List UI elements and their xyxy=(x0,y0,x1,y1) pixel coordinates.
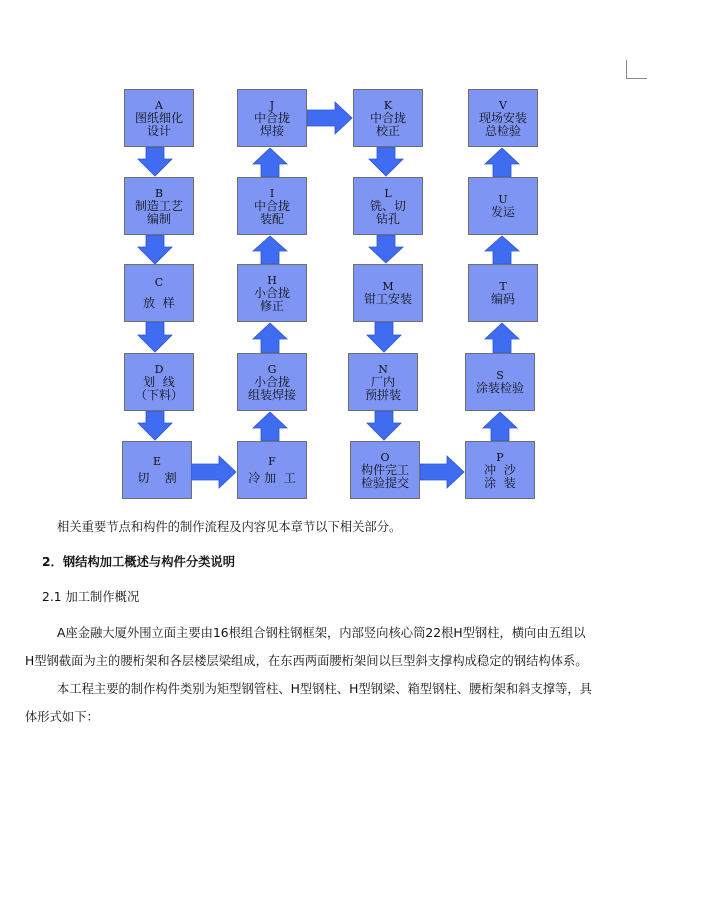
arrow-up-icon xyxy=(484,235,520,264)
node-code: U xyxy=(498,193,508,206)
node-code: E xyxy=(152,455,162,468)
intro-paragraph: 相关重要节点和构件的制作流程及内容见本章节以下相关部分。 xyxy=(57,520,402,534)
arrow-right-icon xyxy=(420,455,465,489)
node-label: 小合拢 组装焊接 xyxy=(247,374,296,402)
node-label: 冲 沙 涂 装 xyxy=(484,462,516,490)
node-j xyxy=(237,89,307,147)
node-label: 现场安装 总检验 xyxy=(478,110,527,138)
node-label: 发运 xyxy=(490,205,515,219)
section-heading: 2．钢结构加工概述与构件分类说明 xyxy=(42,555,236,569)
arrow-up-icon xyxy=(252,235,288,264)
node-label: 制造工艺 编制 xyxy=(134,198,183,226)
paragraph-2-line-1: 本工程主要的制作构件类别为矩型钢管柱、H型钢柱、H型钢梁、箱型钢柱、腰桁架和斜支撑等，具 xyxy=(57,682,592,696)
node-label: 中合拢 装配 xyxy=(253,198,290,226)
arrow-up-icon xyxy=(252,322,288,353)
arrow-up-icon xyxy=(252,147,288,177)
node-code: F xyxy=(268,455,276,468)
node-code: L xyxy=(384,186,392,200)
paragraph-1-line-1: A座金融大厦外围立面主要由16根组合钢柱钢框架，内部竖向核心筒22根H型钢柱，横向由五组以 xyxy=(57,626,586,640)
node-label: 切 割 xyxy=(137,471,177,485)
arrow-down-icon xyxy=(137,322,173,353)
node-h xyxy=(237,264,307,322)
node-s xyxy=(465,353,535,411)
arrow-up-icon xyxy=(484,322,520,353)
arrow-down-icon xyxy=(368,235,404,264)
node-code: P xyxy=(496,450,504,464)
node-label: 划 线 （下料） xyxy=(134,374,183,402)
node-e xyxy=(122,441,192,499)
node-code: H xyxy=(267,273,277,287)
node-label: 中合拢 焊接 xyxy=(253,110,290,138)
node-i xyxy=(237,177,307,235)
arrow-right-icon xyxy=(191,455,237,489)
node-code: V xyxy=(499,98,507,112)
node-code: I xyxy=(269,186,275,200)
node-c xyxy=(124,264,194,322)
node-label: 冷 加 工 xyxy=(248,471,296,485)
arrow-up-icon xyxy=(484,147,520,177)
node-k xyxy=(353,89,423,147)
arrow-down-icon xyxy=(368,147,404,177)
node-code: M xyxy=(382,280,394,293)
node-label: 构件完工 检验提交 xyxy=(360,462,409,490)
node-a xyxy=(124,89,194,147)
paragraph-2-line-2: 体形式如下： xyxy=(25,710,99,724)
node-l xyxy=(353,177,423,235)
node-label: 涂装检验 xyxy=(475,381,524,395)
node-label: 中合拢 校正 xyxy=(369,110,406,138)
node-code: D xyxy=(154,362,164,376)
arrow-down-icon xyxy=(366,322,402,353)
node-code: O xyxy=(380,450,390,464)
node-label: 小合拢 修正 xyxy=(253,285,290,313)
node-code: J xyxy=(269,98,275,112)
node-label: 钳工安装 xyxy=(363,292,412,306)
node-o xyxy=(350,441,420,499)
node-f xyxy=(237,441,307,499)
node-label: 编码 xyxy=(490,292,515,306)
node-d xyxy=(124,353,194,411)
node-m xyxy=(353,264,423,322)
arrow-down-icon xyxy=(137,411,173,441)
node-b xyxy=(124,177,194,235)
node-label: 放 样 xyxy=(143,296,175,310)
node-code: S xyxy=(496,369,504,382)
node-g xyxy=(237,353,307,411)
node-t xyxy=(468,264,538,322)
node-u xyxy=(468,177,538,235)
arrow-down-icon xyxy=(137,147,173,177)
node-code: K xyxy=(383,98,393,112)
arrow-down-icon xyxy=(137,235,173,265)
node-n xyxy=(348,353,418,411)
subsection-heading: 2.1 加工制作概况 xyxy=(42,590,140,604)
node-label: 厂内 预拼装 xyxy=(364,374,401,402)
node-label: 图纸细化 设计 xyxy=(134,110,183,138)
arrow-down-icon xyxy=(366,411,402,441)
node-code: T xyxy=(499,280,507,293)
node-v xyxy=(468,89,538,147)
node-code: A xyxy=(155,98,163,112)
paragraph-1-line-2: H型钢截面为主的腰桁架和各层楼层梁组成，在东西两面腰桁架间以巨型斜支撑构成稳定的钢结构体系。 xyxy=(25,654,588,668)
arrow-right-icon xyxy=(307,101,353,135)
node-p xyxy=(465,441,535,499)
node-code: G xyxy=(267,362,277,376)
node-code: N xyxy=(378,362,388,376)
node-label: 铣、切 钻孔 xyxy=(369,198,406,226)
node-code: C xyxy=(154,276,164,289)
node-code: B xyxy=(154,186,164,200)
arrow-up-icon xyxy=(482,411,518,441)
arrow-up-icon xyxy=(252,411,288,441)
